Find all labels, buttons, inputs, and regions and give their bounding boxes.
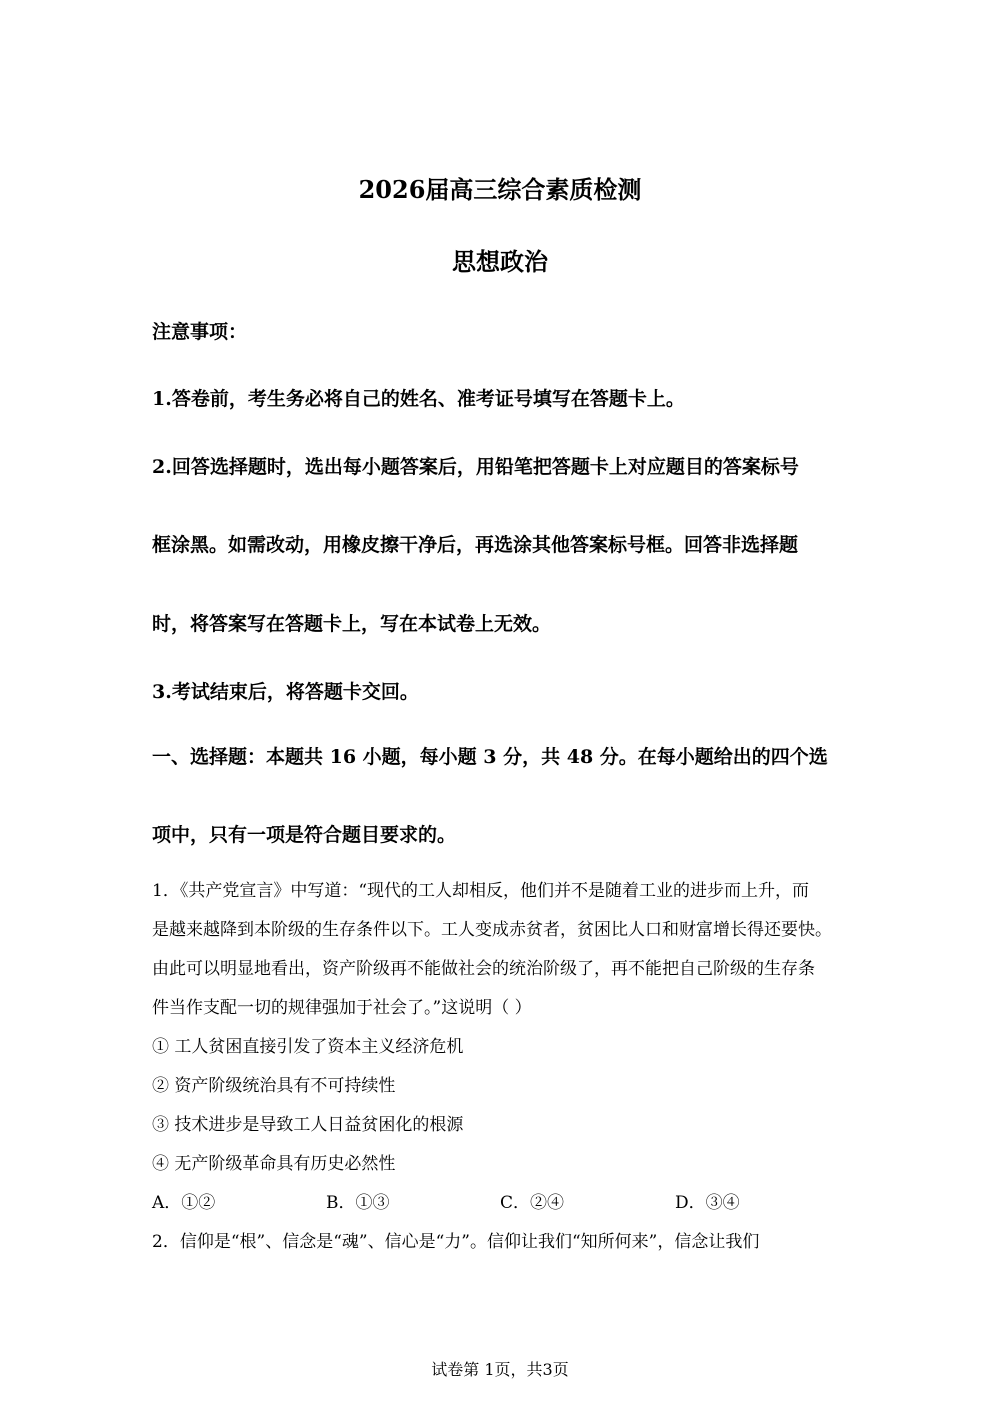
notice-line-2: 2.回答选择题时，选出每小题答案后，用铅笔把答题卡上对应题目的答案标号 [152, 456, 799, 478]
q2-stem-line-1: 2．信仰是“根”、信念是“魂”、信心是“力”。信仰让我们“知所何来”，信念让我们 [152, 1232, 760, 1252]
notice-line-3: 框涂黑。如需改动，用橡皮擦干净后，再选涂其他答案标号框。回答非选择题 [152, 534, 799, 556]
q1-stem-line-3: 由此可以明显地看出，资产阶级再不能做社会的统治阶级了，再不能把自己阶级的生存条 [152, 959, 815, 979]
notice-line-4: 时，将答案写在答题卡上，写在本试卷上无效。 [152, 613, 552, 635]
notice-line-5: 3.考试结束后，将答题卡交回。 [152, 681, 419, 703]
q1-option-d: D．③④ [675, 1193, 740, 1213]
notice-line-1: 1.答卷前，考生务必将自己的姓名、准考证号填写在答题卡上。 [152, 388, 685, 410]
page-footer: 试卷第 1页，共3页 [431, 1360, 569, 1379]
q1-stem-line-2: 是越来越降到本阶级的生存条件以下。工人变成赤贫者，贫困比人口和财富增长得还要快。 [152, 920, 832, 940]
q1-stem-line-1: 1．《共产党宣言》中写道：“现代的工人却相反，他们并不是随着工业的进步而上升，而 [152, 881, 810, 901]
section-heading-line-2: 项中，只有一项是符合题目要求的。 [152, 824, 457, 846]
q1-option-a: A．①② [152, 1193, 216, 1213]
q1-option-c: C．②④ [500, 1193, 565, 1213]
section-heading-line-1: 一、选择题：本题共 16 小题，每小题 3 分，共 48 分。在每小题给出的四个选 [152, 746, 828, 768]
q1-statement-1: ① 工人贫困直接引发了资本主义经济危机 [152, 1037, 464, 1057]
q1-option-b: B．①③ [326, 1193, 390, 1213]
q1-statement-3: ③ 技术进步是导致工人日益贫困化的根源 [152, 1115, 464, 1135]
q1-statement-4: ④ 无产阶级革命具有历史必然性 [152, 1154, 396, 1174]
q1-statement-2: ② 资产阶级统治具有不可持续性 [152, 1076, 396, 1096]
notice-heading: 注意事项： [152, 321, 248, 343]
q1-stem-line-4: 件当作支配一切的规律强加于社会了。”这说明（ ） [152, 998, 532, 1018]
exam-title: 2026届高三综合素质检测 [358, 175, 642, 204]
subject-title: 思想政治 [452, 247, 548, 276]
